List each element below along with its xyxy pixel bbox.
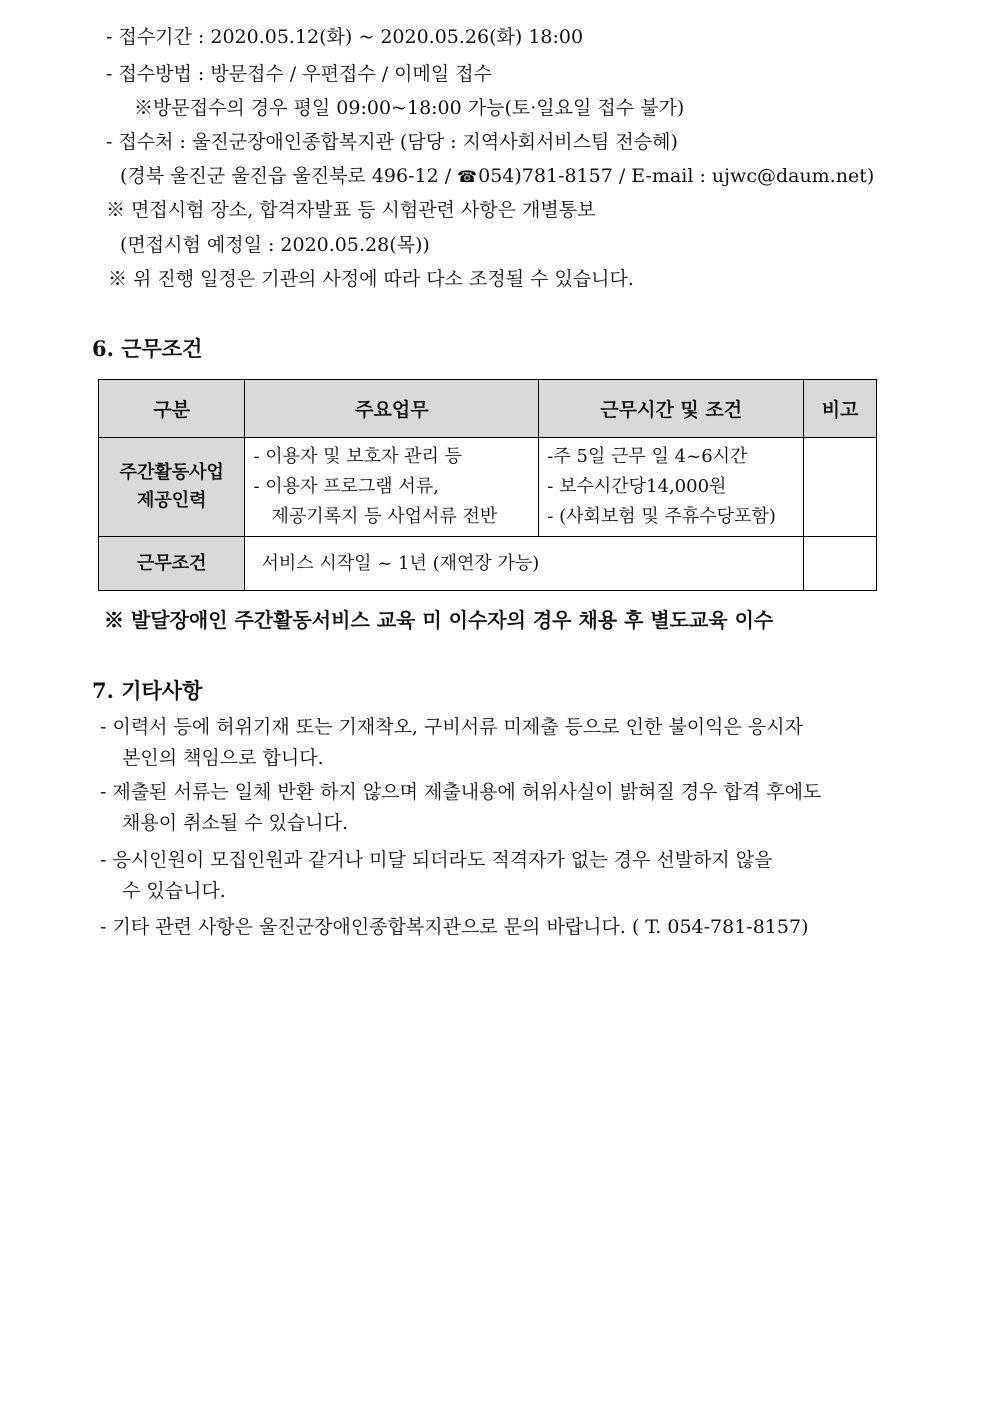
header-note: 비고 [804,380,877,438]
reception-method: - 접수방법 : 방문접수 / 우편접수 / 이메일 접수 [106,63,492,85]
row2-note [804,537,877,591]
work-conditions-table [98,379,877,591]
list-item-continued: 채용이 취소될 수 있습니다. [122,812,349,834]
interview-note: ※ 면접시험 장소, 합격자발표 등 시험관련 사항은 개별통보 [106,199,596,221]
duty-item: 제공기록지 등 사업서류 전반 [271,506,498,527]
row1-category-line2: 제공인력 [136,490,207,511]
row2-content: 서비스 시작일 ~ 1년 (재연장 가능) [245,537,804,591]
schedule-note: ※ 위 진행 일정은 기관의 사정에 따라 다소 조정될 수 있습니다. [108,268,634,290]
duty-item: - 이용자 및 보호자 관리 등 [253,446,463,467]
list-item: - 제출된 서류는 일체 반환 하지 않으며 제출내용에 허위사실이 밝혀질 경우 합격 후에도 [100,781,822,803]
address-prefix: (경북 울진군 울진읍 울진북로 496-12 / [120,165,458,187]
table-row [99,537,877,591]
interview-date: (면접시험 예정일 : 2020.05.28(목)) [120,234,430,256]
row1-category [99,438,245,537]
header-duties: 주요업무 [245,380,539,438]
phone-icon: ☎ [457,167,478,186]
condition-item: -주 5일 근무 일 4~6시간 [547,446,748,467]
reception-address [120,164,874,189]
list-item-continued: 수 있습니다. [122,880,226,902]
section6-notice: ※ 발달장애인 주간활동서비스 교육 미 이수자의 경우 채용 후 별도교육 이수 [104,608,774,632]
table-header-row [99,380,877,438]
reception-place: - 접수처 : 울진군장애인종합복지관 (담당 : 지역사회서비스팀 전승혜) [106,131,678,153]
list-item: - 응시인원이 모집인원과 같거나 미달 되더라도 적격자가 없는 경우 선발하지 않을 [100,849,773,871]
row1-note [804,438,877,537]
row1-category-line1: 주간활동사업 [119,462,224,483]
duty-item: - 이용자 프로그램 서류, [253,476,439,497]
condition-item: - (사회보험 및 주휴수당포함) [547,506,776,527]
header-category: 구분 [99,380,245,438]
header-conditions: 근무시간 및 조건 [539,380,804,438]
reception-period: - 접수기간 : 2020.05.12(화) ~ 2020.05.26(화) 18:00 [106,26,584,48]
condition-item: - 보수시간당14,000원 [547,476,727,497]
list-item: - 이력서 등에 허위기재 또는 기재착오, 구비서류 미제출 등으로 인한 불이익은 응시자 [100,716,803,738]
section6-title: 6. 근무조건 [92,336,203,361]
list-item: - 기타 관련 사항은 울진군장애인종합복지관으로 문의 바랍니다. ( T. 054-781-8157) [100,916,809,938]
table-row [99,438,877,537]
reception-method-note: ※방문접수의 경우 평일 09:00~18:00 가능(토·일요일 접수 불가) [134,97,685,119]
row1-duties [245,438,539,537]
section7-title: 7. 기타사항 [92,678,203,703]
address-suffix: 054)781-8157 / E-mail : ujwc@daum.net) [478,165,875,187]
row1-conditions [539,438,804,537]
list-item-continued: 본인의 책임으로 합니다. [122,747,324,769]
row2-category: 근무조건 [99,537,245,591]
